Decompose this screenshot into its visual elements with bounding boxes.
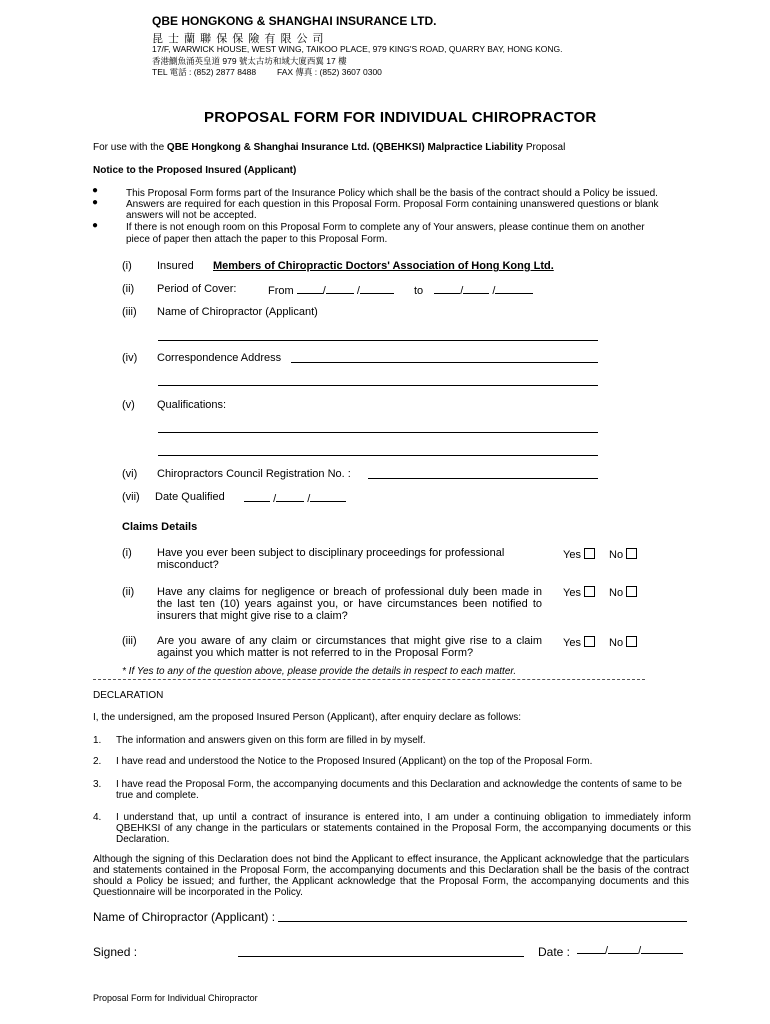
claim-question: Have any claims for negligence or breach of professional duly been made in the last ten (10) years against you, or have circumstances been notified to insurers that might give rise to a claim? [157,586,542,622]
registration-label: Chiropractors Council Registration No. : [157,468,351,480]
declaration-item: I have read the Proposal Form, the accompanying documents and this Declaration and acknowledge the contents of same to be true and complete. [116,779,682,801]
from-day-field[interactable] [297,283,323,294]
claim-yes[interactable]: Yes [563,586,595,599]
yes-checkbox[interactable] [584,636,595,647]
period-from: From / / [268,283,394,297]
item-number: (i) [122,547,132,559]
qualifications-label: Qualifications: [157,399,227,411]
declaration-item: The information and answers given on this form are filled in by myself. [116,735,426,746]
signature-name-label: Name of Chiropractor (Applicant) : [93,910,276,924]
dq-day-field[interactable] [244,491,270,502]
notice-bullet: Answers are required for each question in this Proposal Form. Proposal Form containing unanswered questions or blank answers will not be accepted. [126,199,659,221]
company-address-cn: 香港鰂魚涌英皇道 979 號太古坊和域大廈西翼 17 樓 [152,56,347,66]
from-month-field[interactable] [326,283,354,294]
intro-line: For use with the QBE Hongkong & Shanghai Insurance Ltd. (QBEHKSI) Malpractice Liability Proposal [93,142,566,153]
divider [93,679,645,680]
claim-yes[interactable]: Yes [563,636,595,649]
qualifications-field-1[interactable] [158,432,598,433]
claim-question: Have you ever been subject to disciplinary proceedings for professional misconduct? [157,547,505,571]
claim-yes[interactable]: Yes [563,548,595,561]
registration-field[interactable] [368,478,598,479]
company-name-cn: 昆 士 蘭 聯 保 保 險 有 限 公 司 [152,33,325,45]
notice-bullet: If there is not enough room on this Proposal Form to complete any of Your answers, please continue them on another piece of paper then attach the paper to this Proposal Form. [126,222,645,245]
item-number: 3. [93,779,102,790]
no-checkbox[interactable] [626,548,637,559]
insured-value: Members of Chiropractic Doctors' Association of Hong Kong Ltd. [213,260,554,272]
page-footer: Proposal Form for Individual Chiropractor [93,993,258,1003]
signature-field[interactable] [238,956,524,957]
claim-question: Are you aware of any claim or circumstances that might give rise to a claim against you which matter is not referred to in the Proposal Form? [157,635,542,659]
applicant-name-label: Name of Chiropractor (Applicant) [157,306,318,318]
item-number: (i) [122,260,132,272]
signature-name-field[interactable] [278,921,687,922]
company-fax: FAX 傳真 : (852) 3607 0300 [277,67,382,77]
bullet-icon: ● [92,220,99,231]
claims-note: * If Yes to any of the question above, please provide the details in respect to each matter. [122,666,517,677]
declaration-heading: DECLARATION [93,690,164,701]
to-month-field[interactable] [463,283,489,294]
bullet-icon: ● [92,185,99,196]
item-number: (v) [122,399,135,411]
declaration-intro: I, the undersigned, am the proposed Insured Person (Applicant), after enquiry declare as follows: [93,712,522,723]
company-tel: TEL 電話 : (852) 2877 8488 [152,67,257,77]
date-qualified-field: / / [244,491,346,505]
item-number: (iv) [122,352,138,364]
applicant-name-field[interactable] [158,340,598,341]
company-address: 17/F, WARWICK HOUSE, WEST WING, TAIKOO PLACE, 979 KING'S ROAD, QUARRY BAY, HONG KONG. [152,44,563,54]
period-of-cover-label: Period of Cover: [157,283,237,295]
address-field-1[interactable] [291,362,598,363]
claim-no[interactable]: No [609,636,637,649]
item-number: (vii) [122,491,140,503]
item-number: (iii) [122,635,137,647]
declaration-item: I have read and understood the Notice to the Proposed Insured (Applicant) on the top of the Proposal Form. [116,756,593,767]
claim-no[interactable]: No [609,586,637,599]
item-number: 4. [93,812,102,823]
no-checkbox[interactable] [626,636,637,647]
declaration-item: I understand that, up until a contract of insurance is entered into, I am under a continuing obligation to immediately inform QBEHKSI of any change in the particulars or statements contained in the Proposal Form, the accompanying documents or this Declaration. [116,812,691,845]
page-title: PROPOSAL FORM FOR INDIVIDUAL CHIROPRACTOR [204,109,597,126]
to-year-field[interactable] [495,283,533,294]
sig-day-field[interactable] [577,943,605,954]
qualifications-field-2[interactable] [158,455,598,456]
yes-checkbox[interactable] [584,586,595,597]
period-to: to / / [414,283,533,297]
notice-bullet: This Proposal Form forms part of the Insurance Policy which shall be the basis of the contract should a Policy be issued. [126,188,658,199]
no-checkbox[interactable] [626,586,637,597]
item-number: (vi) [122,468,138,480]
claims-heading: Claims Details [122,521,198,533]
address-label: Correspondence Address [157,352,282,364]
sig-month-field[interactable] [608,943,638,954]
signed-label: Signed : [93,945,138,959]
dq-month-field[interactable] [276,491,304,502]
item-number: (ii) [122,586,135,598]
date-label: Date : [538,945,571,959]
item-number: 1. [93,735,102,746]
item-number: (ii) [122,283,135,295]
yes-checkbox[interactable] [584,548,595,559]
bullet-icon: ● [92,197,99,208]
insured-label: Insured [157,260,194,272]
signature-date-field: / / [577,943,683,957]
to-day-field[interactable] [434,283,460,294]
dq-year-field[interactable] [310,491,346,502]
from-year-field[interactable] [360,283,394,294]
company-name: QBE HONGKONG & SHANGHAI INSURANCE LTD. [152,14,437,28]
date-qualified-label: Date Qualified [155,491,225,503]
sig-year-field[interactable] [641,943,683,954]
declaration-closing: Although the signing of this Declaration does not bind the Applicant to effect insurance, the Applicant acknowledge that the particulars and statements contained in the Proposal Form, the accompanying documents and this Declaration shall be the basis of the contract should a Policy be issued; and further, the Applicant acknowledge that the Proposal Form, the accompanying documents and this Questionnaire will be incorporated in the Policy. [93,854,689,898]
notice-heading: Notice to the Proposed Insured (Applicant) [93,165,297,176]
claim-no[interactable]: No [609,548,637,561]
item-number: 2. [93,756,102,767]
item-number: (iii) [122,306,137,318]
address-field-2[interactable] [158,385,598,386]
